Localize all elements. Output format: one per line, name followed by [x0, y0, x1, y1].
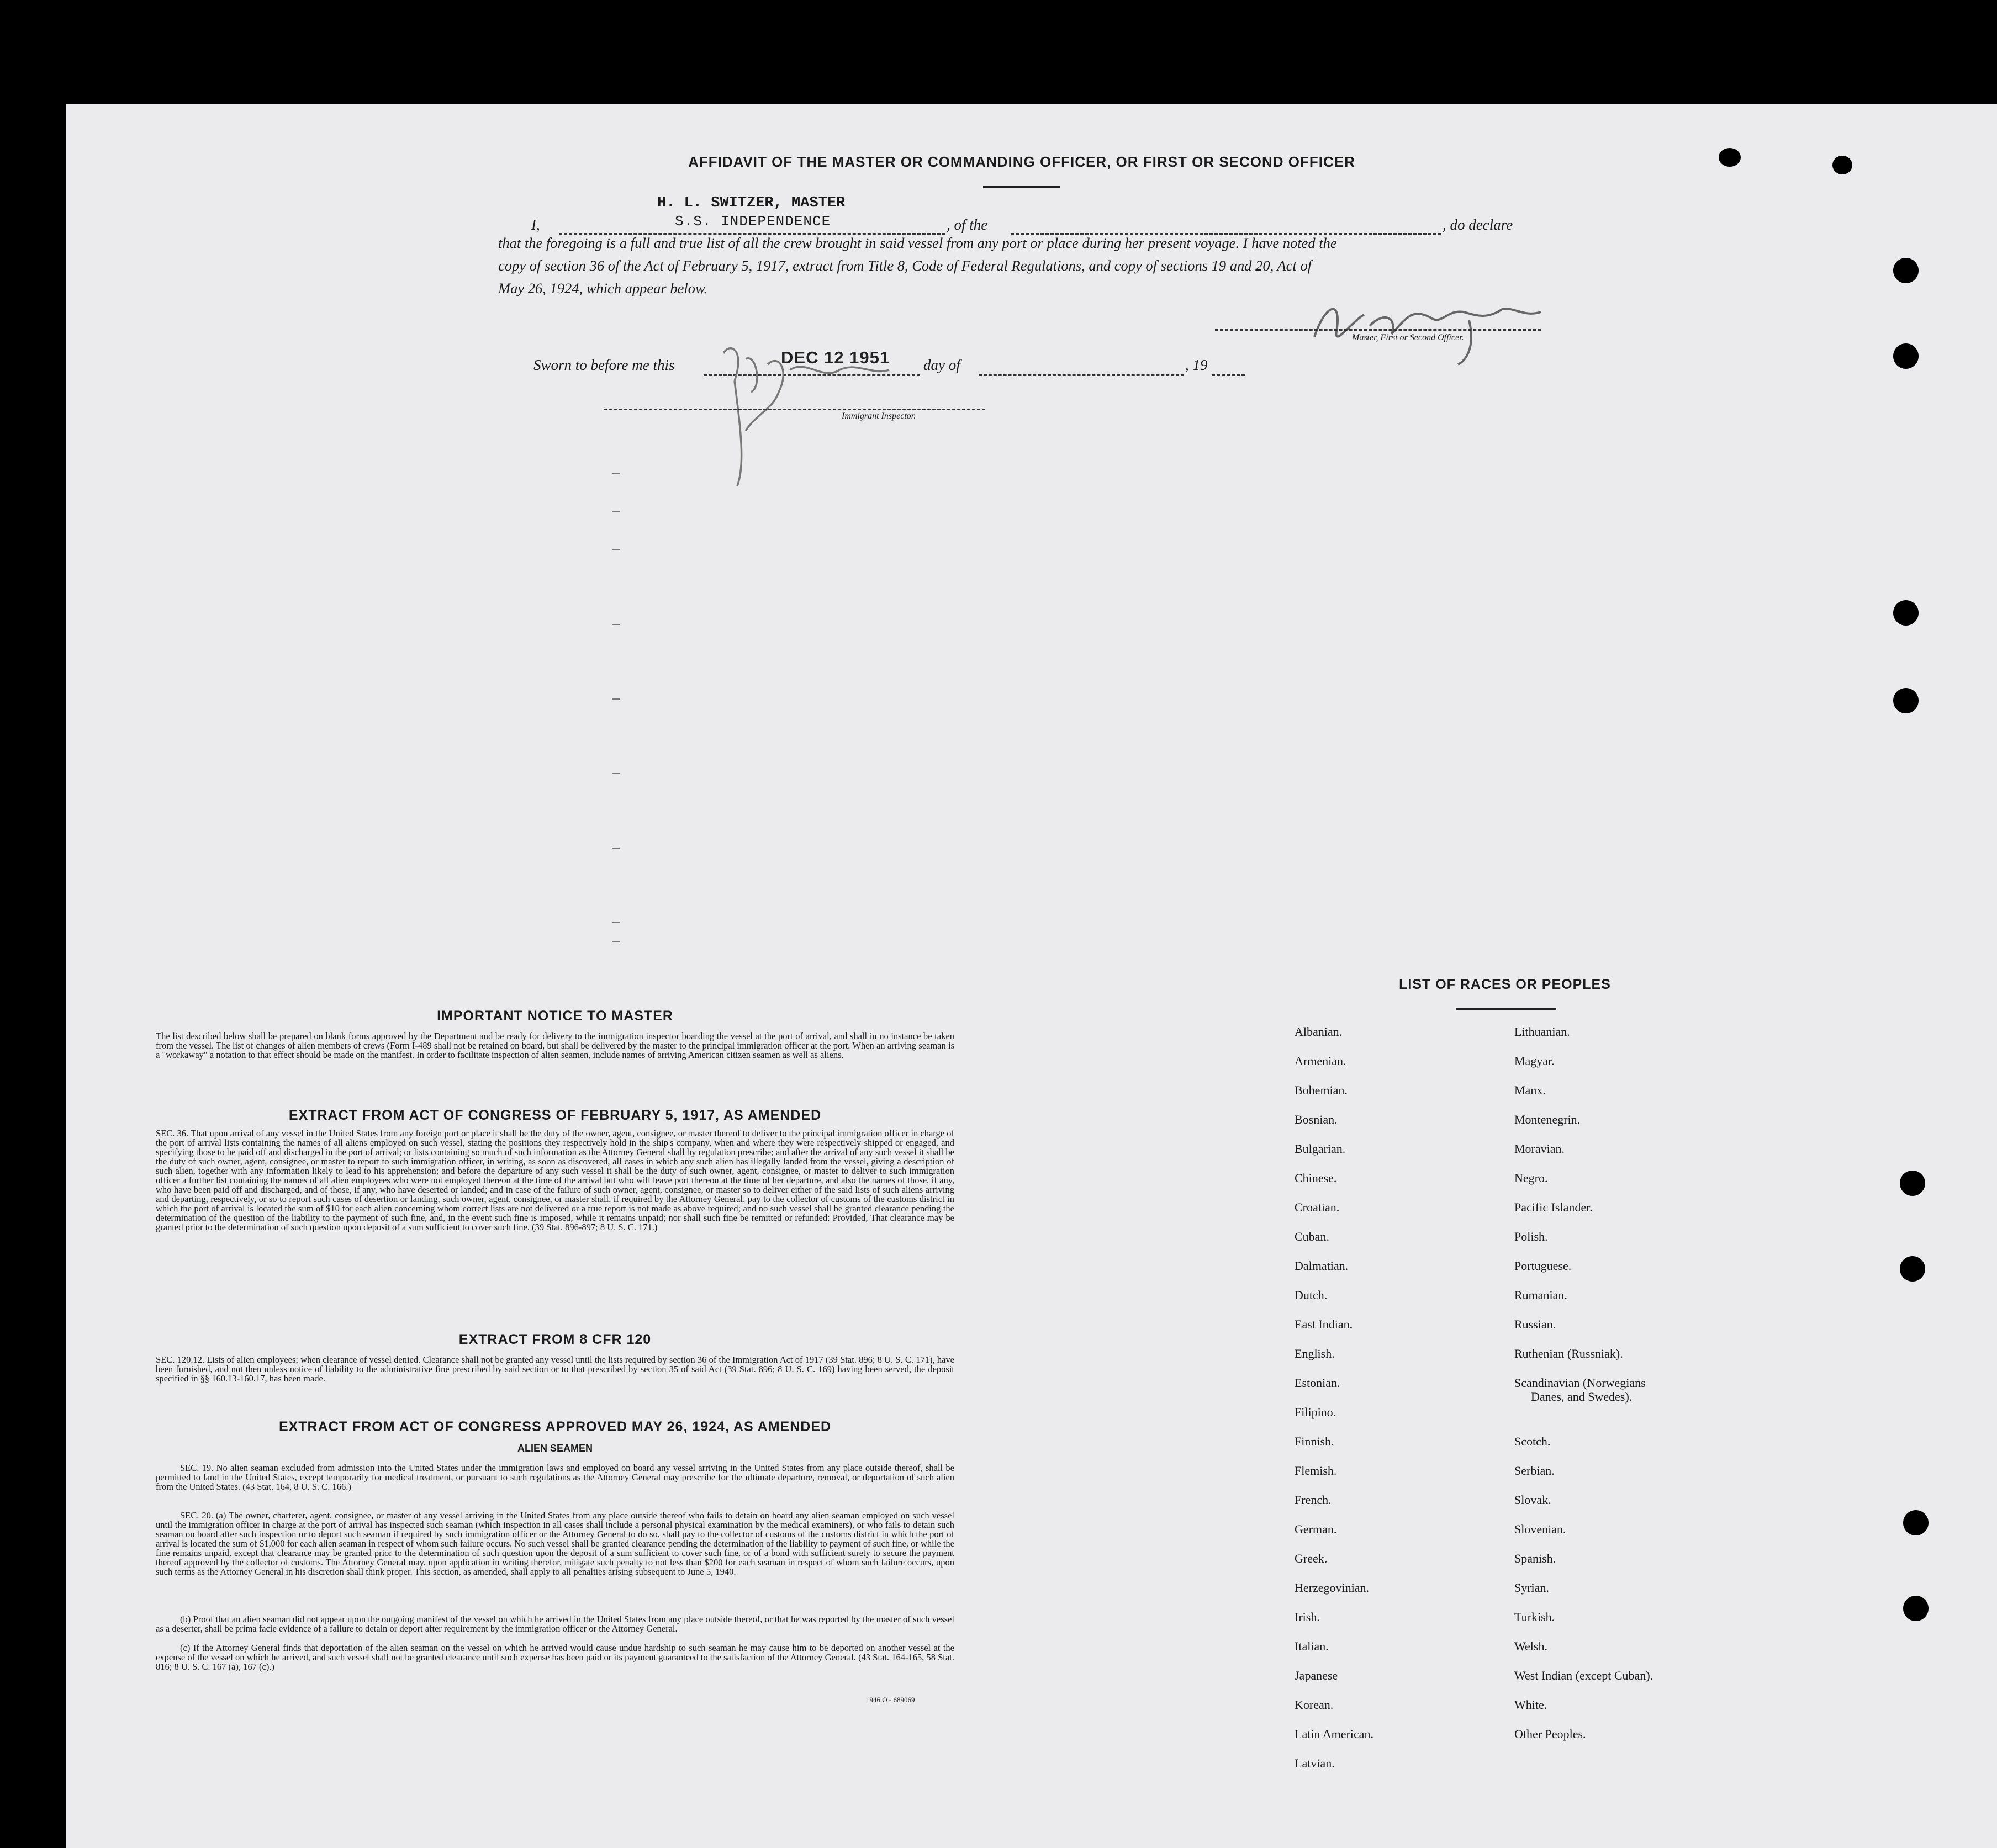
- year-field-line: [1212, 374, 1245, 376]
- race-item: Serbian.: [1514, 1464, 1555, 1478]
- master-signature-line: [1215, 329, 1541, 331]
- race-item: Albanian.: [1295, 1025, 1343, 1039]
- race-item: East Indian.: [1295, 1317, 1353, 1331]
- race-item: French.: [1295, 1493, 1332, 1507]
- sec-20b: (b) Proof that an alien seaman did not appear upon the outgoing manifest of the vessel on which he arrived in the United States from any place outside thereof, or that he was reported by the master of such vessel as a deserter, shall be prima facie evidence of a failure to detain or deport after requirement by the immigration officer or the Attorney General.: [156, 1614, 954, 1634]
- inspector-signature-line: [604, 409, 985, 410]
- race-item: Welsh.: [1514, 1639, 1547, 1653]
- race-item: Moravian.: [1514, 1142, 1565, 1156]
- race-item: Flemish.: [1295, 1464, 1337, 1478]
- race-item: Bosnian.: [1295, 1113, 1338, 1126]
- punch-hole: [1900, 1256, 1925, 1282]
- extract-cfr-body: SEC. 120.12. Lists of alien employees; when clearance of vessel denied. Clearance shall not be granted any vessel until the lists required by section 36 of the Immigration Act of 1917 (39 Stat. 896; 8 U. S. C. 171), have been furnished, and not then unless notice of liability to the administrative fine prescribed by said section or to that prescribed by section 35 of said Act (39 Stat. 896; 8 U. S. C. 169) having been served, the deposit specified in §§ 160.13-160.17, has been made.: [156, 1354, 954, 1384]
- race-item: Lithuanian.: [1514, 1025, 1570, 1039]
- race-item: Filipino.: [1295, 1405, 1336, 1419]
- label-of-the: , of the: [947, 216, 988, 233]
- race-item: Slovak.: [1514, 1493, 1551, 1507]
- label-day-of: day of: [923, 357, 960, 373]
- margin-tick: [612, 922, 620, 923]
- race-item: Cuban.: [1295, 1230, 1329, 1243]
- race-item: Russian.: [1514, 1317, 1556, 1331]
- extract-1917-body: SEC. 36. That upon arrival of any vessel in the United States from any foreign port or place it shall be the duty of the owner, agent, consignee, or master thereof to deliver to the principal immigration officer in charge of the port of arrival lists containing the names of all aliens employed on such vessel, stating the positions they respectively hold in the ship's company, when and where they were respectively shipped or engaged, and specifying those to be paid off and discharged in the port of arrival; or lists containing so much of such information as the Attorney General shall by regulation prescribe; and after the arrival of any such vessel it shall be the duty of such owner, agent, consignee, or master to report to such immigration officer, in writing, as soon as discovered, all cases in which any such alien has illegally landed from the vessel, giving a description of such alien, together with any information likely to lead to his apprehension; and before the departure of any such vessel it shall be the duty of such owner, agent, consignee, or master to deliver to such immigration officer a further list containing the names of all alien employees who were not employed thereon at the time of the arrival but who will leave port thereon at the time of her departure, and also the names of those, if any, who have been paid off and discharged, and of those, if any, who have deserted or landed; and in case of the failure of such owner, agent, consignee, or master so to deliver either of the said lists of such aliens arriving and departing, respectively, or so to report such cases of desertion or landing, such owner, agent, consignee, or master shall, if required by the Attorney General, pay to the collector of customs of the customs district in which the port of arrival is located the sum of $10 for each alien concerning whom correct lists are not delivered or a true report is not made as above required; and no such vessel shall be granted clearance pending the determination of the question of the liability to the payment of such fine, and, in the event such fine is imposed, while it remains unpaid; nor shall such fine be remitted or refunded: Provided, That clearance may be granted prior to the determination of such question upon deposit of a sum sufficient to cover such fine. (39 Stat. 896-897; 8 U. S. C. 171.): [156, 1128, 954, 1232]
- races-left-column: [1295, 1025, 1493, 1786]
- notice-title: IMPORTANT NOTICE TO MASTER: [437, 1008, 673, 1024]
- race-item: Magyar.: [1514, 1054, 1555, 1068]
- label-i: I,: [531, 216, 540, 233]
- race-item: Pacific Islander.: [1514, 1200, 1593, 1214]
- title-rule: [983, 186, 1060, 188]
- typed-master-name: H. L. SWITZER, MASTER: [657, 195, 846, 211]
- punch-hole: [1900, 1171, 1925, 1196]
- race-item: Chinese.: [1295, 1171, 1337, 1185]
- notice-body: The list described below shall be prepared on blank forms approved by the Department and be ready for delivery to the immigration inspector boarding the vessel at the port of arrival, and shall in no instance be taken from the vessel. The list of changes of alien members of crews (Form I-489 shall not be retained on board, but shall be delivered by the master to the principal immigration officer at the port. When an arriving seaman is a "workaway" a notation to that effect should be made on the manifest. In order to facilitate inspection of alien seamen, include names of arriving American citizen seamen as well as aliens.: [156, 1031, 954, 1060]
- race-item: Spanish.: [1514, 1552, 1556, 1565]
- month-field-line: [979, 374, 1184, 376]
- affidavit-line-1: [531, 213, 1547, 236]
- ink-blot: [1719, 148, 1741, 167]
- races-right-column: [1514, 1025, 1746, 1756]
- affidavit-title: AFFIDAVIT OF THE MASTER OR COMMANDING OFFICER, OR FIRST OR SECOND OFFICER: [688, 153, 1355, 170]
- race-item: Negro.: [1514, 1171, 1548, 1185]
- margin-tick: [612, 941, 620, 942]
- margin-tick: [612, 511, 620, 512]
- label-year: , 19: [1185, 357, 1208, 373]
- label-do-declare: , do declare: [1443, 216, 1513, 233]
- typed-vessel-name: S.S. INDEPENDENCE: [675, 213, 831, 230]
- race-item: Croatian.: [1295, 1200, 1340, 1214]
- race-item: Scandinavian (Norwegians: [1514, 1376, 1646, 1390]
- margin-tick: [612, 624, 620, 625]
- race-item: English.: [1295, 1347, 1335, 1360]
- inspector-caption: Immigrant Inspector.: [842, 411, 916, 421]
- race-item: Scotch.: [1514, 1434, 1551, 1448]
- extract-cfr-title: EXTRACT FROM 8 CFR 120: [458, 1332, 652, 1347]
- race-item: Turkish.: [1514, 1610, 1555, 1624]
- races-title-rule: [1456, 1008, 1556, 1010]
- race-item: Herzegovinian.: [1295, 1581, 1369, 1595]
- punch-hole: [1893, 688, 1919, 713]
- race-item: Italian.: [1295, 1639, 1329, 1653]
- print-code: 1946 O - 689069: [866, 1696, 915, 1704]
- race-item: Dalmatian.: [1295, 1259, 1349, 1273]
- race-item: Greek.: [1295, 1552, 1328, 1565]
- race-item: Syrian.: [1514, 1581, 1549, 1595]
- race-item: Danes, and Swedes).: [1531, 1390, 1633, 1404]
- race-item: Polish.: [1514, 1230, 1548, 1243]
- affidavit-line-3: copy of section 36 of the Act of February 5, 1917, extract from Title 8, Code of Federal Regulations, and copy of sections 19 and 20, Act of: [498, 257, 1312, 274]
- sec-20a: SEC. 20. (a) The owner, charterer, agent, consignee, or master of any vessel arriving in the United States from any place outside thereof who fails to detain on board any alien seaman employed on such vessel until the immigration officer in charge at the port of arrival has inspected such seaman (which inspection in all cases shall include a personal physical examination by the medical examiners), or who fails to detain such seaman on board after such inspection or to deport such seaman if required by such immigration officer or the Attorney General to do so, shall pay to the collector of customs of the customs district in which the port of arrival is located the sum of $1,000 for each alien seaman in respect of whom such failure occurs. No such vessel shall be granted clearance pending the determination of the liability to payment of such fine, or while the fine remains unpaid, except that clearance may be granted prior to the determination of such question upon the deposit of a sum sufficient to cover such fine, or of a bond with sufficient surety to secure the payment thereof approved by the collector of customs. The Attorney General may, upon application in writing therefor, mitigate such penalty to not less than $200 for each seaman in respect of whom such failure occurs, upon such terms as the Attorney General in his discretion shall think proper. This section, as amended, shall apply to all penalties arising subsequent to June 5, 1940.: [156, 1510, 954, 1577]
- race-item: Latvian.: [1295, 1756, 1335, 1770]
- extract-1917-title: EXTRACT FROM ACT OF CONGRESS OF FEBRUARY 5, 1917, AS AMENDED: [288, 1108, 822, 1123]
- race-item: Slovenian.: [1514, 1522, 1566, 1536]
- margin-tick: [612, 473, 620, 474]
- race-item: Ruthenian (Russniak).: [1514, 1347, 1623, 1360]
- race-item: Korean.: [1295, 1698, 1334, 1712]
- punch-hole: [1893, 258, 1919, 283]
- race-item: Rumanian.: [1514, 1288, 1567, 1302]
- race-item: Other Peoples.: [1514, 1727, 1586, 1741]
- race-item: Latin American.: [1295, 1727, 1373, 1741]
- race-item: Portuguese.: [1514, 1259, 1572, 1273]
- punch-hole: [1893, 343, 1919, 369]
- race-item: Armenian.: [1295, 1054, 1346, 1068]
- race-item: German.: [1295, 1522, 1337, 1536]
- race-item: Estonian.: [1295, 1376, 1340, 1390]
- date-stamp: DEC 12 1951: [781, 348, 890, 367]
- master-signature: [1303, 287, 1557, 370]
- margin-tick: [612, 773, 620, 774]
- margin-tick: [612, 698, 620, 700]
- margin-tick: [612, 549, 620, 550]
- race-item: White.: [1514, 1698, 1547, 1712]
- punch-hole: [1893, 600, 1919, 626]
- race-item: Dutch.: [1295, 1288, 1328, 1302]
- margin-tick: [612, 848, 620, 849]
- races-title: LIST OF RACES OR PEOPLES: [1399, 977, 1611, 992]
- race-item: Irish.: [1295, 1610, 1320, 1624]
- race-item: Bohemian.: [1295, 1083, 1348, 1097]
- affidavit-line-2: that the foregoing is a full and true list of all the crew brought in said vessel from any port or place during her present voyage. I have noted the: [498, 235, 1337, 251]
- sec-19: SEC. 19. No alien seaman excluded from admission into the United States under the immigration laws and employed on board any vessel arriving in the United States from any place outside thereof, shall be permitted to land in the United States, except temporarily for medical treatment, or pursuant to such regulations as the Attorney General may prescribe for the ultimate departure, removal, or deportation of such alien from the United States. (43 Stat. 164, 8 U. S. C. 166.): [156, 1463, 954, 1492]
- label-sworn: Sworn to before me this: [533, 357, 675, 373]
- race-item: Bulgarian.: [1295, 1142, 1346, 1156]
- punch-hole: [1903, 1596, 1929, 1621]
- race-item: West Indian (except Cuban).: [1514, 1669, 1653, 1682]
- master-caption: Master, First or Second Officer.: [1352, 333, 1464, 342]
- extract-1924-subtitle: ALIEN SEAMEN: [517, 1443, 593, 1454]
- ink-blot: [1832, 156, 1852, 174]
- race-item: Finnish.: [1295, 1434, 1334, 1448]
- race-item: Japanese: [1295, 1669, 1338, 1682]
- extract-1924-title: EXTRACT FROM ACT OF CONGRESS APPROVED MAY 26, 1924, AS AMENDED: [278, 1419, 832, 1434]
- race-item: Montenegrin.: [1514, 1113, 1581, 1126]
- sec-20c: (c) If the Attorney General finds that deportation of the alien seaman on the vessel on which he arrived would cause undue hardship to such seaman he may cause him to be deported on another vessel at the expense of the vessel on which he arrived, and such vessel shall not be granted clearance until such expense has been paid or its payment guaranteed to the satisfaction of the Attorney General. (43 Stat. 164-165, 58 Stat. 816; 8 U. S. C. 167 (a), 167 (c).): [156, 1643, 954, 1672]
- affidavit-line-4: May 26, 1924, which appear below.: [498, 280, 708, 296]
- punch-hole: [1903, 1510, 1929, 1535]
- race-item: Manx.: [1514, 1083, 1546, 1097]
